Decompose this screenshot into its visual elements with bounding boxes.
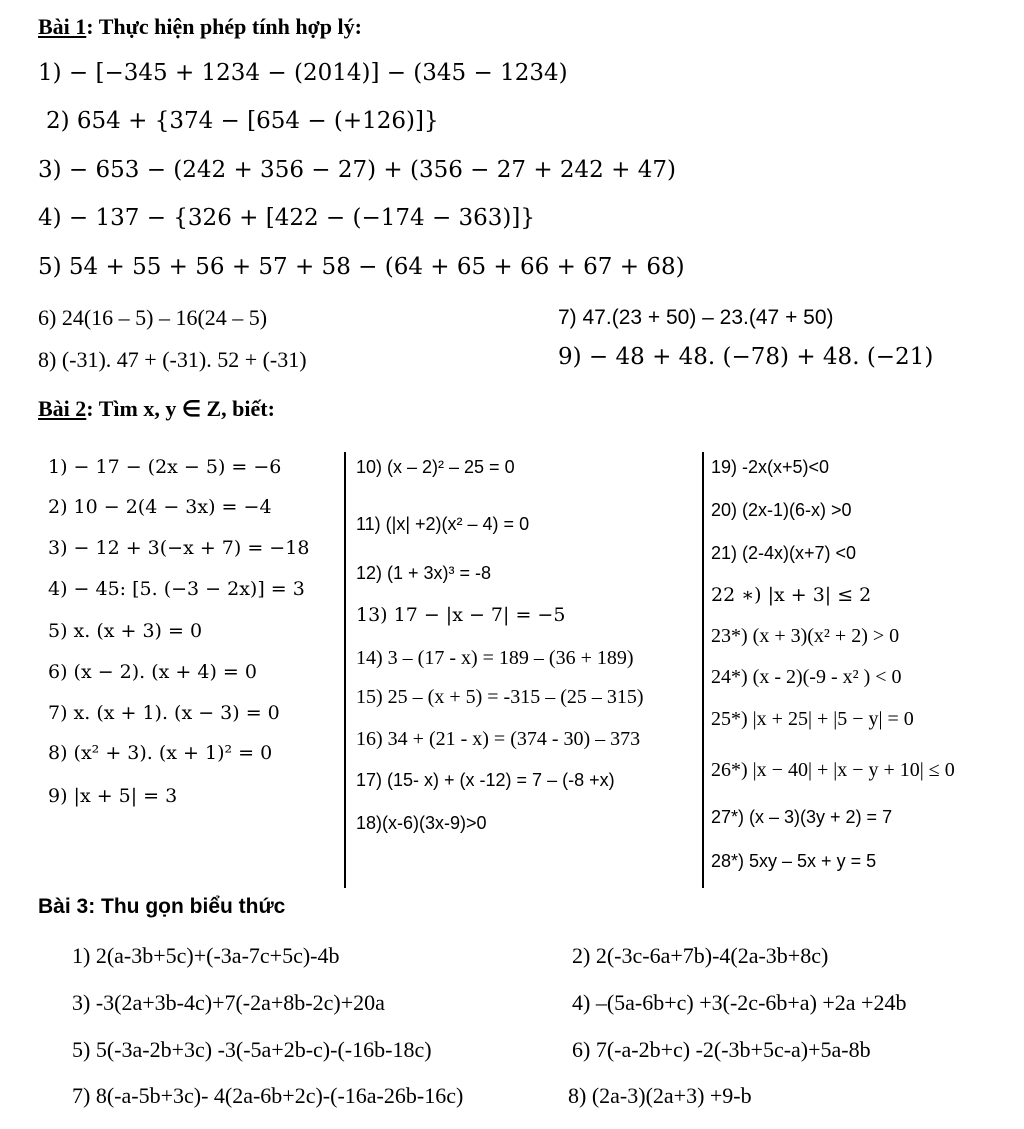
bai2-heading [38, 396, 275, 422]
bai2-col3-item: 23*) (x + 3)(x² + 2) > 0 [711, 625, 900, 647]
bai1-item-9: 9) − 48 + 48. (−78) + 48. (−21) [558, 344, 934, 370]
bai2-col2-item: 16) 34 + (21 - x) = (374 - 30) – 373 [356, 728, 641, 750]
bai1-item-2: 2) 654 + {374 − [654 − (+126)]} [46, 108, 439, 134]
bai3-item-7: 7) 8(-a-5b+3c)- 4(2a-6b+2c)-(-16a-26b-16c) [72, 1083, 464, 1108]
bai2-col1-item: 1) − 17 − (2x − 5) = −6 [48, 456, 282, 478]
bai2-col3-item: 26*) |x − 40| + |x − y + 10| ≤ 0 [711, 759, 955, 781]
bai2-col2-item: 17) (15- x) + (x -12) = 7 – (-8 +x) [356, 770, 615, 790]
bai2-col1-item: 4) − 45: [5. (−3 − 2x)] = 3 [48, 578, 305, 600]
bai2-col3-item: 21) (2-4x)(x+7) <0 [711, 543, 857, 563]
bai3-item-4: 4) –(5a-6b+c) +3(-2c-6b+a) +2a +24b [572, 990, 907, 1015]
bai1-item-8: 8) (-31). 47 + (-31). 52 + (-31) [38, 347, 307, 372]
bai2-col2-item: 13) 17 − |x − 7| = −5 [356, 604, 566, 626]
bai3-item-3: 3) -3(2a+3b-4c)+7(-2a+8b-2c)+20a [72, 990, 385, 1015]
bai2-col1-item: 2) 10 − 2(4 − 3x) = −4 [48, 496, 272, 518]
bai2-col2-item: 10) (x – 2)² – 25 = 0 [356, 457, 515, 477]
bai2-col3-item: 20) (2x-1)(6-x) >0 [711, 500, 852, 520]
bai2-col3-item: 22 ∗) |x + 3| ≤ 2 [711, 584, 872, 606]
bai2-col2-item: 15) 25 – (x + 5) = -315 – (25 – 315) [356, 686, 644, 708]
bai1-label: Bài 1 [38, 14, 87, 39]
bai3-heading: Bài 3: Thu gọn biểu thức [38, 895, 286, 918]
bai3-item-6: 6) 7(-a-2b+c) -2(-3b+5c-a)+5a-8b [572, 1037, 871, 1062]
bai2-title: : Tìm x, y ∈ Z, biết: [86, 396, 275, 421]
bai2-col1-item: 6) (x − 2). (x + 4) = 0 [48, 661, 257, 683]
bai2-col2-item: 11) (|x| +2)(x² – 4) = 0 [356, 514, 530, 534]
column-divider-1 [344, 452, 346, 888]
bai1-item-3: 3) − 653 − (242 + 356 − 27) + (356 − 27 + 242 + 47) [38, 157, 676, 183]
column-divider-2 [702, 452, 704, 888]
bai2-col2-item: 12) (1 + 3x)³ = -8 [356, 563, 492, 583]
bai1-title: : Thực hiện phép tính hợp lý: [86, 14, 362, 39]
bai2-col1-item: 5) x. (x + 3) = 0 [48, 620, 203, 642]
bai2-col2-item: 14) 3 – (17 - x) = 189 – (36 + 189) [356, 647, 634, 669]
bai1-item-6: 6) 24(16 – 5) – 16(24 – 5) [38, 305, 268, 330]
bai2-col3-item: 28*) 5xy – 5x + y = 5 [711, 851, 877, 871]
bai2-col1-item: 8) (x² + 3). (x + 1)² = 0 [48, 742, 273, 764]
bai2-col3-item: 19) -2x(x+5)<0 [711, 457, 830, 477]
bai2-label: Bài 2 [38, 396, 87, 421]
bai2-col3-item: 25*) |x + 25| + |5 − y| = 0 [711, 708, 914, 730]
bai2-col1-item: 3) − 12 + 3(−x + 7) = −18 [48, 537, 310, 559]
bai3-item-8: 8) (2a-3)(2a+3) +9-b [568, 1083, 752, 1108]
bai1-heading [38, 14, 362, 40]
bai1-item-4: 4) − 137 − {326 + [422 − (−174 − 363)]} [38, 205, 536, 231]
bai3-item-1: 1) 2(a-3b+5c)+(-3a-7c+5c)-4b [72, 943, 340, 968]
bai2-col1-item: 9) |x + 5| = 3 [48, 785, 178, 807]
bai2-col3-item: 24*) (x - 2)(-9 - x² ) < 0 [711, 666, 902, 688]
bai2-col1-item: 7) x. (x + 1). (x − 3) = 0 [48, 702, 280, 724]
bai2-col3-item: 27*) (x – 3)(3y + 2) = 7 [711, 807, 893, 827]
bai1-item-5: 5) 54 + 55 + 56 + 57 + 58 − (64 + 65 + 66 + 67 + 68) [38, 254, 685, 280]
bai1-item-7: 7) 47.(23 + 50) – 23.(47 + 50) [558, 306, 834, 329]
bai1-item-1: 1) − [−345 + 1234 − (2014)] − (345 − 1234) [38, 60, 568, 86]
bai3-item-2: 2) 2(-3c-6a+7b)-4(2a-3b+8c) [572, 943, 829, 968]
bai2-col2-item: 18)(x-6)(3x-9)>0 [356, 813, 487, 833]
bai3-item-5: 5) 5(-3a-2b+3c) -3(-5a+2b-c)-(-16b-18c) [72, 1037, 432, 1062]
